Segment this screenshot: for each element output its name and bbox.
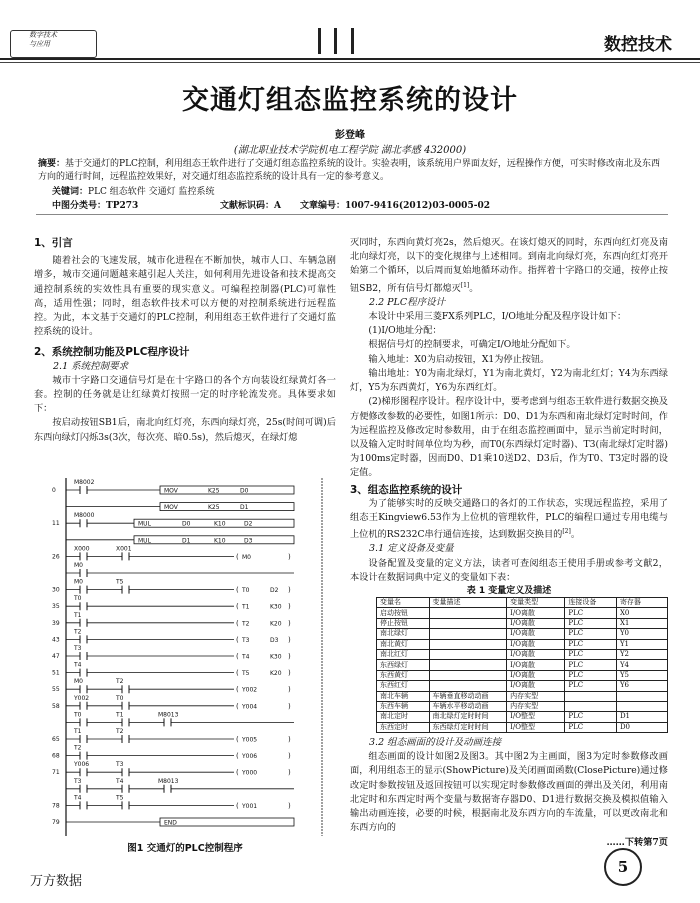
continued-on-page: ……下转第7页 xyxy=(606,836,668,848)
rung-number: 35 xyxy=(52,603,60,611)
citation-1: [1] xyxy=(460,281,470,289)
heading-section3: 3、组态监控系统的设计 xyxy=(350,483,463,496)
coil-label: Y006 xyxy=(242,753,258,761)
coil-label: Y002 xyxy=(242,686,258,694)
table-header-cell: 变量类型 xyxy=(507,598,565,608)
contact-gap xyxy=(122,586,129,593)
table-cell: 启动按钮 xyxy=(377,608,430,618)
function-operand: D0 xyxy=(182,520,191,528)
table-cell: I/O离散 xyxy=(507,649,565,659)
table-cell: D1 xyxy=(616,712,667,722)
coil-paren: ( xyxy=(236,768,239,777)
ladder-diagram xyxy=(52,478,334,836)
journal-logo xyxy=(10,30,97,58)
rung-number: 26 xyxy=(52,553,60,561)
section-title: 数控技术 xyxy=(604,35,672,55)
logo-line2: 与应用 xyxy=(29,40,50,48)
rung-number: 30 xyxy=(52,586,60,594)
function-operand: D1 xyxy=(240,504,249,512)
contact-gap xyxy=(80,669,87,676)
table-cell: 南北绿灯 xyxy=(377,629,430,639)
table-cell: 南北红灯 xyxy=(377,649,430,659)
contact-gap xyxy=(122,686,129,693)
header-rule-thin xyxy=(0,62,700,63)
abstract-label: 摘要： xyxy=(38,159,66,169)
rung-number: 51 xyxy=(52,669,60,677)
contact-label: T3 xyxy=(74,777,82,785)
author: 彭登峰 xyxy=(335,130,365,141)
contact-label: T4 xyxy=(116,777,124,785)
section22-p3: 根据信号灯的控制要求，可确定I/O地址分配如下。 xyxy=(368,339,576,351)
contact-label: T2 xyxy=(74,628,82,636)
function-block xyxy=(160,503,294,511)
coil-operand: K30 xyxy=(270,603,282,611)
contact-gap xyxy=(80,736,87,743)
coil-paren: ) xyxy=(288,768,291,777)
contact-gap xyxy=(80,636,87,643)
article-number: 文章编号：1007-9416(2012)03-0005-02 xyxy=(300,201,490,211)
table-cell xyxy=(429,681,507,691)
coil-paren: ) xyxy=(288,586,291,595)
affiliation: (湖北职业技术学院机电工程学院 湖北孝感 432000) xyxy=(233,145,467,156)
header-rule xyxy=(0,58,700,60)
table-cell: 南北绿灯定时时间 xyxy=(429,712,507,722)
contact-label: Y002 xyxy=(74,694,90,702)
abstract xyxy=(38,158,668,184)
section3-paragraph-text: 为了能够实时的反映交通路口的各灯的工作状态，实现远程监控，采用了组态王Kingview6.53作为上位机的管理软件，PLC的编程口通过专用电缆与上位机的RS232C串行通信连接，达到数据交换目的 xyxy=(350,497,668,541)
figure-caption: 图1 交通灯的PLC控制程序 xyxy=(127,843,243,854)
coil-paren: ( xyxy=(236,552,239,561)
contact-gap xyxy=(80,619,87,626)
header-decoration-bar xyxy=(334,28,337,54)
section21-paragraph1: 城市十字路口交通信号灯是在十字路口的各个方向装设红绿黄灯各一套。控制的任务就是让红绿黄灯按照一定的时序轮流发亮。具体要求如下： xyxy=(34,374,336,415)
rung-number: 79 xyxy=(52,819,60,826)
table-cell: Y1 xyxy=(616,639,667,649)
contact-gap xyxy=(80,570,87,577)
coil-paren: ) xyxy=(288,669,291,678)
table-cell: I/O整型 xyxy=(507,712,565,722)
table-cell: 南北定时 xyxy=(377,712,430,722)
section22-p1: 本设计中采用三菱FX系列PLC，I/O地址分配及程序设计如下： xyxy=(368,311,627,323)
contact-gap xyxy=(80,686,87,693)
table-cell: Y2 xyxy=(616,649,667,659)
table-cell xyxy=(429,670,507,680)
contact-label: M0 xyxy=(74,678,83,686)
coil-paren: ( xyxy=(236,702,239,711)
table-cell: PLC xyxy=(565,660,617,670)
abstract-separator xyxy=(36,214,668,215)
contact-label: M8013 xyxy=(158,711,179,719)
coil-paren: ) xyxy=(288,685,291,694)
article-title: 交通灯组态监控系统的设计 xyxy=(182,85,518,116)
function-block xyxy=(160,486,294,494)
table-cell: Y5 xyxy=(616,670,667,680)
coil-label: M0 xyxy=(242,553,251,561)
continued-paragraph-text: 灭同时，东西向黄灯亮2s，然后熄灭。在该灯熄灭的同时，东西向红灯亮及南北向绿灯亮，以下的变化规律与上述相同。到南北向绿灯亮，东西向红灯亮开始第二个循环，以后周而复始地循环动作。指挥着十字路口的交通，按停止按钮SB2，所有信号灯都熄灭 xyxy=(350,237,668,294)
table-cell: Y0 xyxy=(616,629,667,639)
contact-gap xyxy=(80,653,87,660)
contact-label: T2 xyxy=(74,744,82,752)
contact-gap xyxy=(122,802,129,809)
continued-paragraph: 灭同时，东西向黄灯亮2s，然后熄灭。在该灯熄灭的同时，东西向红灯亮及南北向绿灯亮，以下的变化规律与上述相同。到南北向绿灯亮，东西向红灯亮开始第二个循环，以后周而复始地循环动作。指挥着十字路口的交通，按停止按钮SB2，所有信号灯都熄灭[1]。 xyxy=(350,237,668,294)
table-cell: I/O离散 xyxy=(507,670,565,680)
coil-paren: ( xyxy=(236,602,239,611)
section22-p2: (1)I/O地址分配： xyxy=(368,325,442,337)
logo-line1: 数字技术 xyxy=(29,31,57,39)
table-cell: Y6 xyxy=(616,681,667,691)
table-cell: I/O离散 xyxy=(507,608,565,618)
citation-2: [2] xyxy=(562,528,571,536)
table-header-cell: 变量名 xyxy=(377,598,430,608)
section22-p5: 输出地址：Y0为南北绿灯，Y1为南北黄灯，Y2为南北红灯；Y4为东西绿灯，Y5为东西黄灯，Y6为东西红灯。 xyxy=(350,367,668,394)
contact-label: T3 xyxy=(116,761,124,769)
contact-label: T2 xyxy=(116,678,124,686)
coil-label: Y005 xyxy=(242,736,258,744)
contact-label: Y006 xyxy=(74,761,90,769)
variable-table xyxy=(376,597,668,733)
table-header-cell: 连接设备 xyxy=(565,598,617,608)
coil-paren: ) xyxy=(288,635,291,644)
coil-operand: K30 xyxy=(270,653,282,661)
function-block xyxy=(160,818,294,826)
contact-gap xyxy=(80,702,87,709)
rung-number: 55 xyxy=(52,686,60,694)
coil-paren: ( xyxy=(236,669,239,678)
contact-gap xyxy=(164,719,171,726)
coil-label: Y000 xyxy=(242,769,258,777)
coil-operand: K20 xyxy=(270,620,282,628)
coil-paren: ) xyxy=(288,652,291,661)
table-cell: D0 xyxy=(616,722,667,732)
contact-gap xyxy=(164,785,171,792)
function-operand: K10 xyxy=(214,537,226,545)
rung-number: 43 xyxy=(52,636,60,644)
function-name: MOV xyxy=(164,487,178,495)
keywords xyxy=(52,184,215,197)
section3-paragraph: 为了能够实时的反映交通路口的各灯的工作状态，实现远程监控，采用了组态王Kingview6.53作为上位机的管理软件，PLC的编程口通过专用电缆与上位机的RS232C串行通信连接，达到数据交换目的[2]。 xyxy=(350,497,668,541)
table-cell: PLC xyxy=(565,618,617,628)
coil-paren: ) xyxy=(288,752,291,761)
contact-gap xyxy=(80,752,87,759)
table-cell: I/O离散 xyxy=(507,629,565,639)
table-cell: 车辆垂直移动动画 xyxy=(429,691,507,701)
contact-label: T0 xyxy=(74,711,82,719)
page-number: 5 xyxy=(604,848,642,886)
contact-label: T1 xyxy=(74,611,82,619)
contact-gap xyxy=(80,553,87,560)
table-cell: I/O离散 xyxy=(507,660,565,670)
coil-paren: ( xyxy=(236,685,239,694)
heading-2-2: 2.2 PLC程序设计 xyxy=(369,296,446,308)
document-code: 文献标识码：A xyxy=(220,201,281,211)
contact-label: T4 xyxy=(74,661,82,669)
coil-paren: ) xyxy=(288,735,291,744)
coil-label: Y001 xyxy=(242,802,258,810)
coil-paren: ) xyxy=(288,602,291,611)
table-cell: 南北车辆 xyxy=(377,691,430,701)
contact-gap xyxy=(122,719,129,726)
contact-gap xyxy=(80,785,87,792)
heading-intro: 1、引言 xyxy=(34,237,73,249)
coil-label: T0 xyxy=(242,587,250,595)
contact-label: X001 xyxy=(116,545,132,553)
section21-paragraph2: 按启动按钮SB1后，南北向红灯亮，东西向绿灯亮，25s(时间可调)后东西向绿灯闪烁3s(3次，每次亮、暗0.5s)，然后熄灭，在绿灯熄 xyxy=(34,417,336,443)
contact-gap xyxy=(122,785,129,792)
contact-label: T2 xyxy=(116,728,124,735)
table-caption: 表 1 变量定义及描述 xyxy=(466,586,552,596)
table-cell: I/O离散 xyxy=(507,618,565,628)
table-cell: 内存实型 xyxy=(507,691,565,701)
table-cell: 东西车辆 xyxy=(377,701,430,711)
table-cell xyxy=(565,691,617,701)
table-cell: 东西红灯 xyxy=(377,681,430,691)
function-operand: D1 xyxy=(182,537,191,545)
contact-gap xyxy=(80,802,87,809)
heading-section2: 2、系统控制功能及PLC程序设计 xyxy=(34,346,190,359)
table-cell: Y4 xyxy=(616,660,667,670)
rung-number: 11 xyxy=(52,520,60,528)
contact-gap xyxy=(122,702,129,709)
table-cell xyxy=(429,649,507,659)
contact-label: T3 xyxy=(74,645,82,652)
table-cell: PLC xyxy=(565,712,617,722)
table-cell xyxy=(429,639,507,649)
section22-p6: (2)梯形图程序设计。程序设计中，要考虑到与组态王软件进行数据交换及方便修改参数的必要性，如图1所示：D0、D1为东西和南北绿灯定时时间，作为远程监控及修改定时参数用，由于在组态监控画面中，显示当前定时时间，以及输入定时时间单位均为秒，而T0(东西绿灯定时器)、T3(南北绿灯定时器)为100ms定时器，因而D0、D1乘10送D2、D3后，作为T0、T3定时器的设定值。 xyxy=(350,396,668,479)
contact-label: T0 xyxy=(74,595,82,603)
coil-label: Y004 xyxy=(242,703,258,711)
contact-gap xyxy=(122,769,129,776)
contact-label: M8013 xyxy=(158,777,179,785)
contact-gap xyxy=(80,586,87,593)
coil-paren: ( xyxy=(236,652,239,661)
coil-paren: ( xyxy=(236,635,239,644)
coil-paren: ( xyxy=(236,619,239,628)
coil-paren: ) xyxy=(288,801,291,810)
contact-label: M0 xyxy=(74,562,83,569)
function-operand: K25 xyxy=(208,504,220,512)
coil-label: T1 xyxy=(242,603,250,611)
coil-paren: ( xyxy=(236,735,239,744)
contact-label: T5 xyxy=(116,794,124,802)
table-row xyxy=(377,722,668,732)
table-row xyxy=(377,639,668,649)
heading-3-2: 3.2 组态画面的设计及动画连接 xyxy=(369,737,502,749)
table-header-cell: 寄存器 xyxy=(616,598,667,608)
table-cell: 车辆水平移动动画 xyxy=(429,701,507,711)
table-cell: I/O整型 xyxy=(507,722,565,732)
contact-gap xyxy=(80,769,87,776)
table-cell: X1 xyxy=(616,618,667,628)
table-cell: PLC xyxy=(565,649,617,659)
function-name: MUL xyxy=(138,520,151,528)
table-cell xyxy=(429,660,507,670)
table-cell: 南北黄灯 xyxy=(377,639,430,649)
table-row xyxy=(377,618,668,628)
coil-operand: D2 xyxy=(270,587,279,595)
table-cell: I/O离散 xyxy=(507,639,565,649)
table-row xyxy=(377,649,668,659)
function-operand: K10 xyxy=(214,520,226,528)
table-row xyxy=(377,681,668,691)
table-row xyxy=(377,629,668,639)
contact-label: T1 xyxy=(74,728,82,735)
contact-gap xyxy=(80,603,87,610)
contact-label: T1 xyxy=(116,711,124,719)
rung-number: 71 xyxy=(52,769,60,777)
table-cell: PLC xyxy=(565,670,617,680)
rung-number: 39 xyxy=(52,619,60,627)
coil-paren: ( xyxy=(236,801,239,810)
coil-label: T4 xyxy=(242,653,250,661)
contact-gap xyxy=(80,520,87,527)
contact-label: M0 xyxy=(74,578,83,586)
contact-label: M8000 xyxy=(74,512,95,520)
intro-paragraph: 随着社会的飞速发展，城市化进程在不断加快，城市人口、车辆急剧增多，城市交通问题越来越引起人关注，如何利用先进设备和技术提高交通控制系统的实效性具有重要的现实意义。可编程控制器(PLC)可靠性高，适用性强；同时，组态软件技术可以方便的对控制系统进行远程监控。为此，本文基于交通灯的PLC控制，利用组态王软件进行了交通灯监控系统的设计。 xyxy=(34,255,336,338)
table-cell: I/O离散 xyxy=(507,681,565,691)
table-cell: PLC xyxy=(565,639,617,649)
keywords-label: 关键词： xyxy=(52,187,89,197)
contact-label: T5 xyxy=(116,578,124,586)
table-cell xyxy=(616,691,667,701)
table-header-cell: 变量描述 xyxy=(429,598,507,608)
contact-gap xyxy=(80,487,87,494)
contact-gap xyxy=(122,553,129,560)
coil-operand: D3 xyxy=(270,636,279,644)
function-operand: D3 xyxy=(244,537,253,545)
contact-gap xyxy=(122,736,129,743)
contact-label: M8002 xyxy=(74,479,95,486)
table-cell: PLC xyxy=(565,629,617,639)
coil-label: T3 xyxy=(242,636,250,644)
table-cell xyxy=(565,701,617,711)
table-row xyxy=(377,670,668,680)
rung-number: 0 xyxy=(52,487,56,494)
contact-label: T0 xyxy=(116,694,124,702)
rung-number: 68 xyxy=(52,752,60,760)
table-row xyxy=(377,691,668,701)
function-name: MUL xyxy=(138,537,151,545)
function-name: END xyxy=(164,819,177,827)
source-watermark: 万方数据 xyxy=(30,874,83,889)
section31-paragraph: 设备配置及变量的定义方法，读者可查阅组态王使用手册或参考文献2，本设计在数据词典中定义的变量如下表： xyxy=(350,557,668,583)
section22-p4: 输入地址：X0为启动按钮，X1为停止按钮。 xyxy=(368,353,550,365)
table-row xyxy=(377,712,668,722)
table-row xyxy=(377,608,668,618)
table-cell: 东西定时 xyxy=(377,722,430,732)
table-cell: 东西绿灯定时时间 xyxy=(429,722,507,732)
coil-paren: ) xyxy=(288,552,291,561)
table-cell: PLC xyxy=(565,722,617,732)
coil-label: T5 xyxy=(242,670,250,678)
table-cell xyxy=(616,701,667,711)
table-cell xyxy=(429,618,507,628)
left-column-text xyxy=(34,236,336,445)
coil-label: T2 xyxy=(242,620,250,628)
function-operand: D0 xyxy=(240,487,249,495)
rung-number: 78 xyxy=(52,802,60,810)
function-operand: K25 xyxy=(208,487,220,495)
clc-number: 中图分类号：TP273 xyxy=(52,201,139,211)
coil-paren: ( xyxy=(236,752,239,761)
contact-gap xyxy=(80,719,87,726)
coil-paren: ( xyxy=(236,586,239,595)
heading-3-1: 3.1 定义设备及变量 xyxy=(369,543,454,555)
table-row xyxy=(377,701,668,711)
right-column-text xyxy=(350,236,668,850)
rung-number: 47 xyxy=(52,653,60,660)
keywords-text: PLC 组态软件 交通灯 监控系统 xyxy=(88,187,215,197)
abstract-text: 基于交通灯的PLC控制，利用组态王软件进行了交通灯组态监控系统的设计。实验表明，该系统用户界面友好，远程操作方便，可实时修改南北及东西方向的通行时间，远程监控效果好，对交通灯组态监控系统的设计具有一定的参考意义。 xyxy=(38,159,660,182)
heading-2-1: 2.1 系统控制要求 xyxy=(53,360,129,372)
coil-paren: ) xyxy=(288,702,291,711)
table-cell: X0 xyxy=(616,608,667,618)
contact-label: X000 xyxy=(74,545,90,553)
rung-number: 65 xyxy=(52,736,60,743)
table-cell: 停止按钮 xyxy=(377,618,430,628)
function-operand: D2 xyxy=(244,520,253,528)
contact-label: T4 xyxy=(74,794,82,802)
coil-paren: ) xyxy=(288,619,291,628)
rung-number: 58 xyxy=(52,702,60,710)
section32-paragraph: 组态画面的设计如图2及图3。其中图2为主画面，图3为定时参数修改画面，利用组态王的显示(ShowPicture)及关闭画面函数(ClosePicture)通过修改定时参数按钮及返回按钮可以实现定时参数修改画面的弹出及关闭，利用南北定时和东西定时两个变量与数据寄存器D0、D1进行数据交换及模拟值输入输出动画连接，必要的时候，根据南北及东西方向的车流量，可以更改南北和东西方向的 xyxy=(350,751,668,834)
table-row xyxy=(377,660,668,670)
coil-operand: K20 xyxy=(270,670,282,678)
table-cell: 东西黄灯 xyxy=(377,670,430,680)
table-cell: 内存实型 xyxy=(507,701,565,711)
function-name: MOV xyxy=(164,504,178,512)
table-cell: PLC xyxy=(565,608,617,618)
table-cell: 东西绿灯 xyxy=(377,660,430,670)
table-cell: PLC xyxy=(565,681,617,691)
table-cell xyxy=(429,608,507,618)
table-cell xyxy=(429,629,507,639)
